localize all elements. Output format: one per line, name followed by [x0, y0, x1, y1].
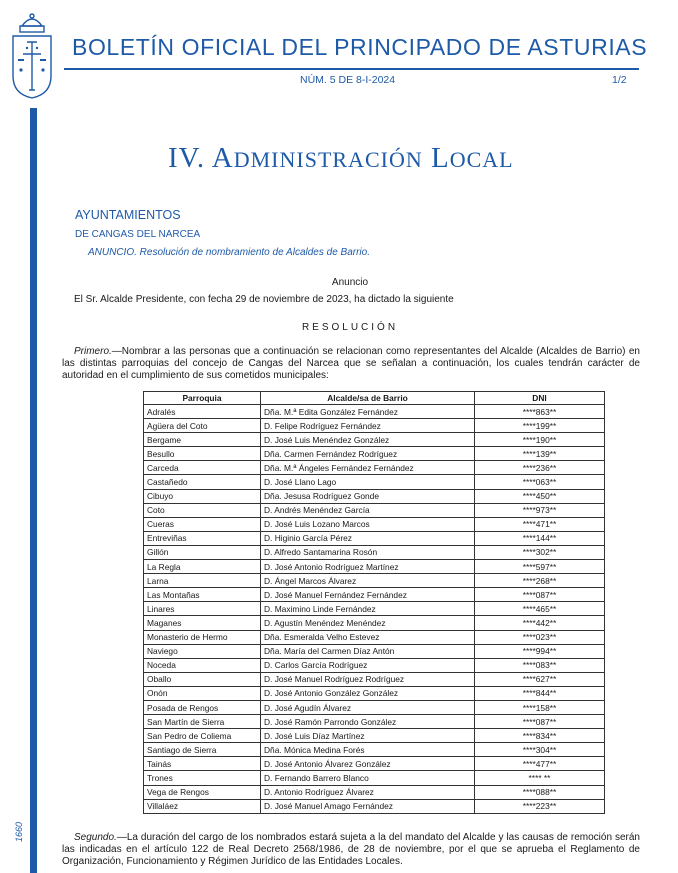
table-body [144, 405, 605, 814]
cell-dni: ****139** [475, 447, 605, 461]
cell-dni: ****465** [475, 602, 605, 616]
announcement-subject: ANUNCIO. Resolución de nombramiento de Alcaldes de Barrio. [88, 247, 370, 258]
table-row [144, 517, 605, 531]
cell-alcalde: Dña. Esmeralda Velho Estevez [261, 630, 475, 644]
cell-alcalde: D. José Agudín Álvarez [261, 700, 475, 714]
cell-alcalde: D. Andrés Menéndez García [261, 503, 475, 517]
cell-dni: ****023** [475, 630, 605, 644]
cell-dni: ****477** [475, 757, 605, 771]
cell-parroquia: Entreviñas [144, 531, 261, 545]
cell-parroquia: Santiago de Sierra [144, 743, 261, 757]
cell-alcalde: D. José Manuel Rodríguez Rodríguez [261, 672, 475, 686]
header-alcalde: Alcalde/sa de Barrio [261, 392, 475, 405]
table-row [144, 700, 605, 714]
cell-alcalde: D. Felipe Rodríguez Fernández [261, 419, 475, 433]
cell-alcalde: D. Antonio Rodríguez Álvarez [261, 785, 475, 799]
cell-dni: ****627** [475, 672, 605, 686]
cell-dni: ****088** [475, 785, 605, 799]
cell-parroquia: Adralés [144, 405, 261, 419]
cell-dni: ****863** [475, 405, 605, 419]
cell-parroquia: Larna [144, 574, 261, 588]
segundo-label: Segundo. [74, 832, 117, 843]
heading-resolucion: RESOLUCIÓN [301, 322, 399, 333]
page-count: 1/2 [612, 74, 627, 86]
organization-type: AYUNTAMIENTOS [75, 208, 181, 222]
table-row [144, 799, 605, 813]
table-row [144, 616, 605, 630]
cell-dni: ****087** [475, 715, 605, 729]
cell-dni: ****450** [475, 489, 605, 503]
heading-anuncio: Anuncio [331, 277, 369, 288]
cell-alcalde: D. José Luis Díaz Martínez [261, 729, 475, 743]
table-row [144, 560, 605, 574]
cell-dni: ****158** [475, 700, 605, 714]
cell-alcalde: D. José Antonio González González [261, 686, 475, 700]
cell-alcalde: Dña. María del Carmen Díaz Antón [261, 644, 475, 658]
cell-parroquia: Coto [144, 503, 261, 517]
cell-alcalde: D. Maximino Linde Fernández [261, 602, 475, 616]
cell-alcalde: D. José Manuel Amago Fernández [261, 799, 475, 813]
cell-alcalde: D. Higinio García Pérez [261, 531, 475, 545]
cell-parroquia: Posada de Rengos [144, 700, 261, 714]
cell-parroquia: Tainás [144, 757, 261, 771]
table-row [144, 743, 605, 757]
organization-name: DE CANGAS DEL NARCEA [75, 229, 201, 240]
cell-alcalde: D. Ángel Marcos Álvarez [261, 574, 475, 588]
cell-dni: ****063** [475, 475, 605, 489]
table-row [144, 545, 605, 559]
cell-alcalde: D. José Llano Lago [261, 475, 475, 489]
primero-text: —Nombrar a las personas que a continuación se relacionan como representantes del Alcalde (Alcaldes de Barrio) en las distintas parroquias del concejo de Cangas del Narcea que se señalan a continuación, los cuales tendrán carácter de autoridad en el cumplimiento de sus cometidos municipales: [62, 346, 640, 381]
cell-alcalde: D. Carlos García Rodríguez [261, 658, 475, 672]
cell-parroquia: Las Montañas [144, 588, 261, 602]
cell-dni: ****304** [475, 743, 605, 757]
table-row [144, 503, 605, 517]
cell-dni: ****834** [475, 729, 605, 743]
cell-alcalde: D. José Luis Lozano Marcos [261, 517, 475, 531]
asturias-coat-of-arms-logo [8, 10, 56, 102]
table-row [144, 433, 605, 447]
table-row [144, 602, 605, 616]
paragraph-segundo [62, 832, 640, 868]
cell-parroquia: Villaláez [144, 799, 261, 813]
cell-parroquia: San Martín de Sierra [144, 715, 261, 729]
table-row [144, 686, 605, 700]
cell-alcalde: Dña. Mónica Medina Forés [261, 743, 475, 757]
cell-parroquia: La Regla [144, 560, 261, 574]
cell-alcalde: Dña. Carmen Fernández Rodríguez [261, 447, 475, 461]
cell-alcalde: D. José Luis Menéndez González [261, 433, 475, 447]
cell-dni: ****268** [475, 574, 605, 588]
cell-alcalde: D. José Antonio Álvarez González [261, 757, 475, 771]
cell-dni: ****087** [475, 588, 605, 602]
title-rule [64, 68, 639, 70]
table-row [144, 447, 605, 461]
table-row [144, 630, 605, 644]
cell-dni: ****994** [475, 644, 605, 658]
cell-parroquia: Onón [144, 686, 261, 700]
cell-alcalde: D. Alfredo Santamarina Rosón [261, 545, 475, 559]
cell-alcalde: Dña. Jesusa Rodríguez Gonde [261, 489, 475, 503]
cell-alcalde: D. Agustín Menéndez Menéndez [261, 616, 475, 630]
cell-parroquia: Bergame [144, 433, 261, 447]
cell-dni: ****236** [475, 461, 605, 475]
cell-parroquia: Cueras [144, 517, 261, 531]
cell-alcalde: Dña. M.ª Edita González Fernández [261, 405, 475, 419]
header-parroquia: Parroquia [144, 392, 261, 405]
cell-dni: ****471** [475, 517, 605, 531]
cell-parroquia: Castañedo [144, 475, 261, 489]
table-row [144, 405, 605, 419]
cell-dni: ****190** [475, 433, 605, 447]
table-row [144, 658, 605, 672]
primero-label: Primero. [74, 346, 112, 357]
table-row [144, 771, 605, 785]
table-row [144, 489, 605, 503]
cell-parroquia: Carceda [144, 461, 261, 475]
table-row [144, 785, 605, 799]
table-row [144, 644, 605, 658]
mayors-table-wrapper [143, 391, 605, 814]
table-header-row [144, 392, 605, 405]
cell-parroquia: Vega de Rengos [144, 785, 261, 799]
cell-alcalde: D. Fernando Barrero Blanco [261, 771, 475, 785]
cell-dni: ****844** [475, 686, 605, 700]
cell-alcalde: Dña. M.ª Ángeles Fernández Fernández [261, 461, 475, 475]
cell-alcalde: D. José Ramón Parrondo González [261, 715, 475, 729]
side-code: 1660 [14, 821, 24, 842]
bulletin-title: BOLETÍN OFICIAL DEL PRINCIPADO DE ASTURIAS [72, 34, 648, 60]
sidebar-stripe [30, 108, 37, 873]
cell-dni: ****302** [475, 545, 605, 559]
cell-alcalde: D. José Manuel Fernández Fernández [261, 588, 475, 602]
table-row [144, 531, 605, 545]
cell-dni: ****199** [475, 419, 605, 433]
cell-parroquia: Cibuyo [144, 489, 261, 503]
cell-parroquia: Gillón [144, 545, 261, 559]
cell-parroquia: Oballo [144, 672, 261, 686]
table-row [144, 729, 605, 743]
paragraph-primero [62, 346, 640, 382]
cell-dni: ****223** [475, 799, 605, 813]
cell-parroquia: Naviego [144, 644, 261, 658]
issue-number: NÚM. 5 DE 8-I-2024 [300, 74, 396, 86]
cell-parroquia: Noceda [144, 658, 261, 672]
table-row [144, 757, 605, 771]
header-dni: DNI [475, 392, 605, 405]
cell-alcalde: D. José Antonio Rodríguez Martínez [261, 560, 475, 574]
cell-dni: ****083** [475, 658, 605, 672]
cell-parroquia: Maganes [144, 616, 261, 630]
table-row [144, 588, 605, 602]
cell-dni: ****442** [475, 616, 605, 630]
table-row [144, 419, 605, 433]
cell-dni: ****144** [475, 531, 605, 545]
segundo-text: —La duración del cargo de los nombrados estará sujeta a la del mandato del Alcalde y las causas de remoción serán las indicadas en el artículo 122 de Real Decreto 2568/1986, de 28 de noviembre, por el que se aprueba el Reglamento de Organización, Funcionamiento y Régimen Jurídico de las Entidades Locales. [62, 832, 640, 867]
table-row [144, 475, 605, 489]
cell-dni: **** ** [475, 771, 605, 785]
cell-parroquia: Monasterio de Hermo [144, 630, 261, 644]
cell-dni: ****597** [475, 560, 605, 574]
table-row [144, 672, 605, 686]
cell-parroquia: Linares [144, 602, 261, 616]
cell-parroquia: Besullo [144, 447, 261, 461]
table-row [144, 715, 605, 729]
section-title: IV. ADMINISTRACIÓN LOCAL [168, 142, 514, 174]
intro-paragraph: El Sr. Alcalde Presidente, con fecha 29 de noviembre de 2023, ha dictado la siguiente [74, 294, 454, 305]
cell-parroquia: Trones [144, 771, 261, 785]
table-row [144, 461, 605, 475]
cell-parroquia: Agüera del Coto [144, 419, 261, 433]
cell-dni: ****973** [475, 503, 605, 517]
mayors-table [143, 391, 605, 814]
table-row [144, 574, 605, 588]
cell-parroquia: San Pedro de Coliema [144, 729, 261, 743]
